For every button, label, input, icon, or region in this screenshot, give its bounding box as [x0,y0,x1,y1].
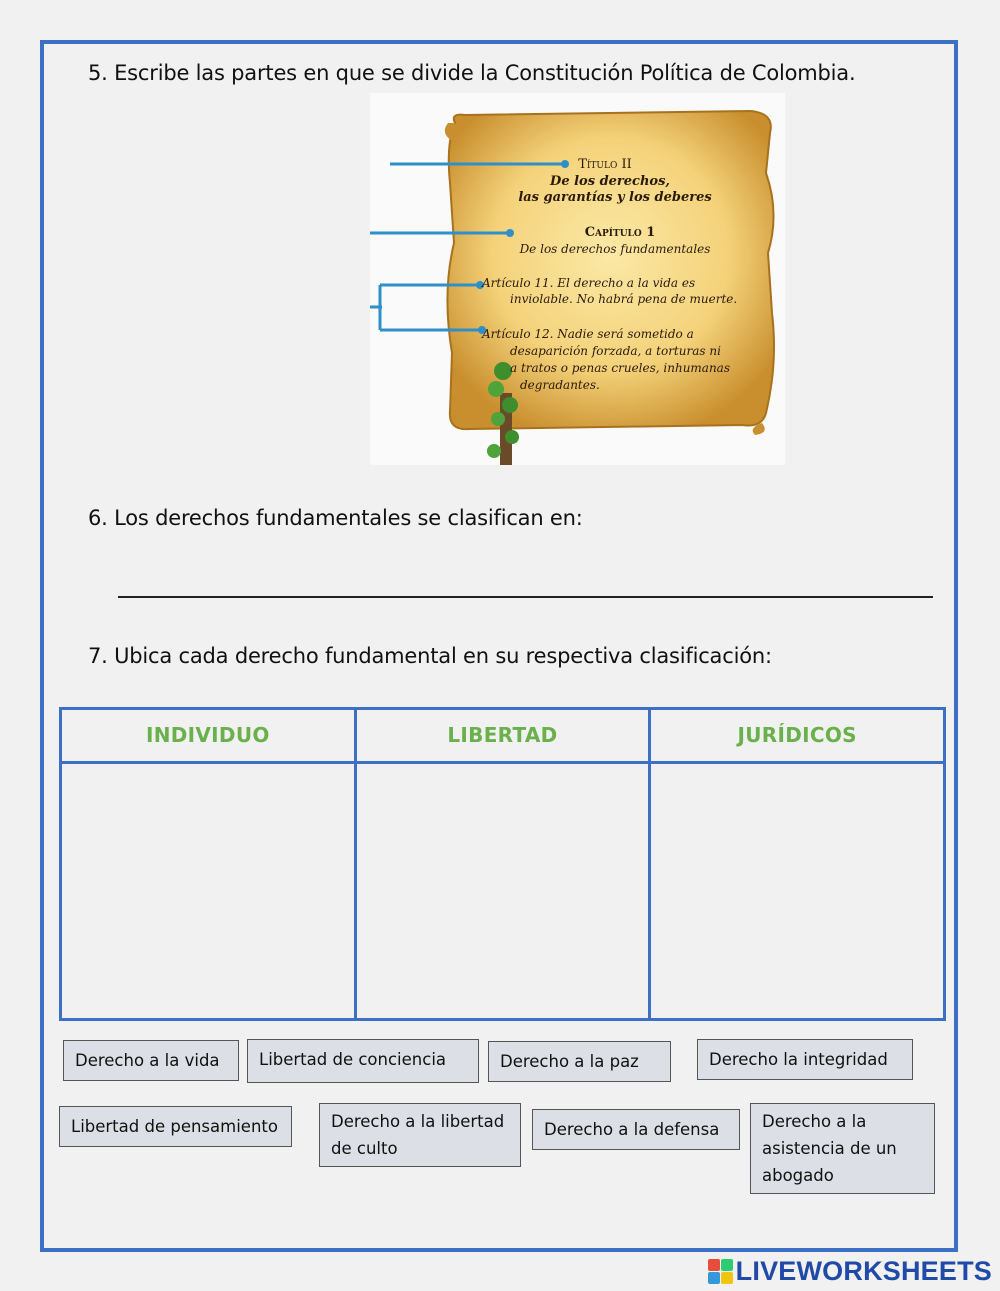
drop-zone-individuo[interactable] [61,762,356,1019]
scroll-title-heading: Título II [578,157,632,172]
chip-derecho-paz[interactable]: Derecho a la paz [488,1041,671,1082]
scroll-title-line1: De los derechos, [550,174,670,189]
scroll-title-line2: las garantías y los deberes [518,190,712,205]
constitution-scroll-image [370,93,785,465]
classification-table [59,707,946,1021]
scroll-art11-line2: inviolable. No habrá pena de muerte. [510,292,738,306]
question-6: 6. Los derechos fundamentales se clasifican en: [88,506,583,530]
chip-libertad-culto[interactable]: Derecho a la libertad de culto [319,1103,521,1167]
drop-zone-juridicos[interactable] [650,762,945,1019]
header-individuo: INDIVIDUO [61,709,356,763]
scroll-art12-line1: Artículo 12. Nadie será sometido a [482,327,694,341]
scroll-chapter-heading: Capítulo 1 [584,225,656,240]
answer-line-input[interactable] [118,596,933,598]
scroll-art12-line4: degradantes. [520,378,600,392]
chip-libertad-conciencia[interactable]: Libertad de conciencia [247,1039,479,1083]
drop-zone-libertad[interactable] [355,762,650,1019]
question-7: 7. Ubica cada derecho fundamental en su respectiva clasificación: [88,644,772,668]
header-juridicos: JURÍDICOS [650,709,945,763]
chip-asistencia-abogado[interactable]: Derecho a la asistencia de un abogado [750,1103,935,1194]
liveworksheets-logo [708,1256,992,1286]
scroll-chapter-line: De los derechos fundamentales [519,242,711,256]
header-libertad: LIBERTAD [355,709,650,763]
liveworksheets-logo-icon [708,1259,733,1284]
chip-derecho-integridad[interactable]: Derecho la integridad [697,1039,913,1080]
chip-derecho-defensa[interactable]: Derecho a la defensa [532,1109,740,1150]
scroll-art12-line3: a tratos o penas crueles, inhumanas [510,361,730,375]
chip-libertad-pensamiento[interactable]: Libertad de pensamiento [59,1106,292,1147]
chip-derecho-vida[interactable]: Derecho a la vida [63,1040,239,1081]
scroll-art12-line2: desaparición forzada, a torturas ni [510,344,721,358]
brand-name: LIVEWORKSHEETS [735,1255,992,1286]
scroll-art11-line1: Artículo 11. El derecho a la vida es [482,276,696,290]
question-5: 5. Escribe las partes en que se divide la Constitución Política de Colombia. [88,61,856,85]
